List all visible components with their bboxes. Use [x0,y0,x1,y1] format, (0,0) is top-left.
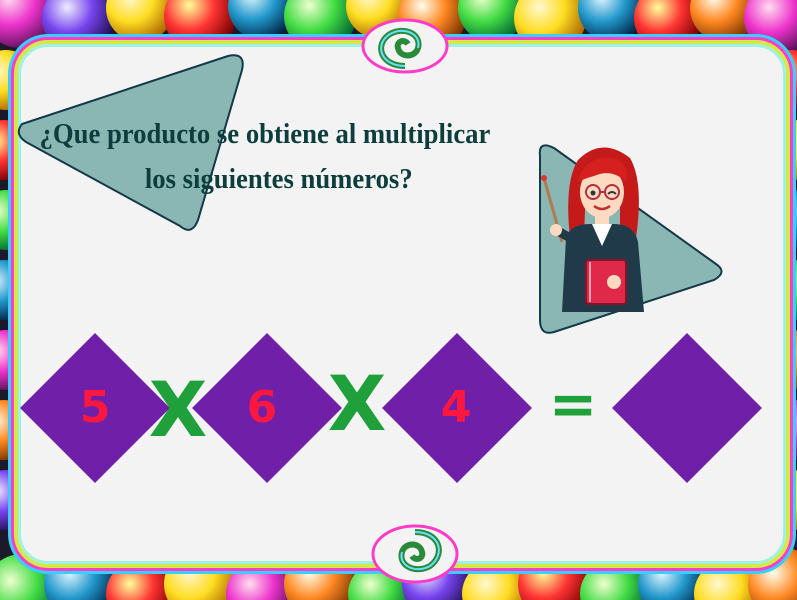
operand-1: 5 [79,382,111,433]
question-line-1: ¿Que producto se obtiene al multiplicar [39,118,491,150]
answer-value [647,378,727,438]
operand-2: 6 [246,382,278,433]
question-text [0,112,530,202]
equals-operator: = [548,370,598,438]
multiply-operator-1: X [148,365,208,454]
swirl-ornament-icon [370,524,460,588]
swirl-ornament-icon [360,14,450,74]
operand-3: 4 [440,382,472,433]
multiply-operator-2: X [327,359,387,448]
teacher-with-pointer-icon [540,142,660,322]
question-line-2: los siguientes números? [144,163,413,195]
